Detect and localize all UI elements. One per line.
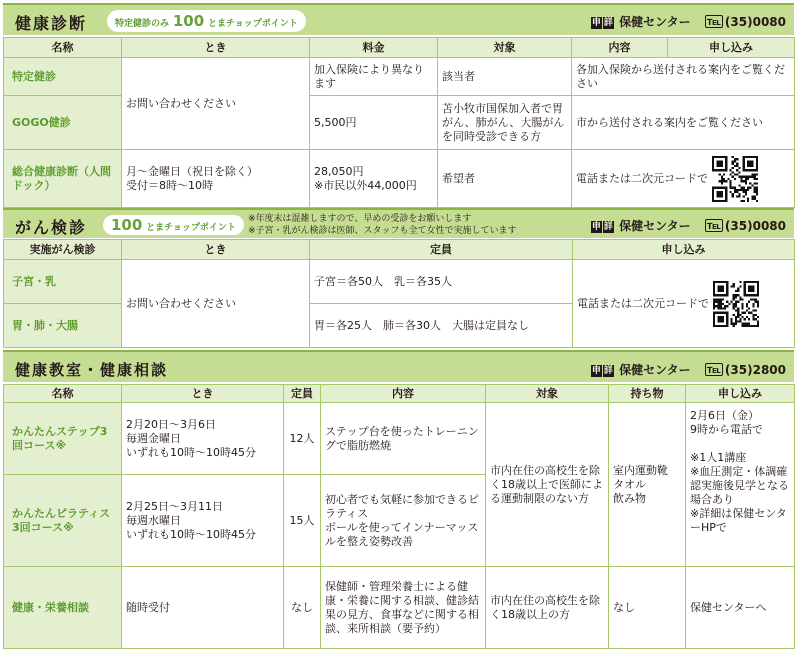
col-header-target: 対象: [486, 385, 609, 403]
row-name: GOGO健診: [4, 96, 122, 150]
section-header: [3, 3, 794, 35]
phone-icon: ℡: [706, 363, 721, 376]
col-header-apply: 申し込み: [573, 240, 795, 260]
apply-cell: 電話または二次元コードで: [573, 260, 795, 348]
fee-cell: 加入保険により異なります: [310, 58, 438, 96]
capacity-cell: 15人: [284, 475, 321, 567]
point-badge: 100 とまチョップポイント: [103, 215, 244, 235]
contact-info: 申 詳 保健センター ℡ (35)0080: [591, 15, 786, 29]
section-cancer-screening: [3, 208, 794, 346]
capacity-cell: なし: [284, 567, 321, 649]
table-row: [4, 403, 795, 475]
time-cell: 2月20日～3月6日 毎週金曜日 いずれも10時～10時45分: [122, 403, 284, 475]
notes: ※年度末は混雑しますので、早めの受診をお願いします ※子宮・乳がん検診は医師、スタッフも全て女性で実施しています: [248, 214, 517, 236]
col-header-items: 持ち物: [609, 385, 686, 403]
row-name: 健康・栄養相談: [4, 567, 122, 649]
detail-mark-icon: 詳: [603, 366, 613, 376]
target-cell: 苫小牧市国保加入者で胃がん、肺がん、大腸がんを同時受診できる方: [438, 96, 572, 150]
detail-mark-icon: 詳: [603, 18, 613, 28]
apply-mark-icon: 申: [591, 366, 601, 376]
capacity-cell: 胃＝各25人 肺＝各30人 大腸は定員なし: [310, 304, 573, 348]
target-cell: 希望者: [438, 150, 572, 208]
health-checkup-table: [3, 37, 795, 208]
contact-info: 申 詳 保健センター ℡ (35)2800: [591, 363, 786, 377]
col-header-content: 内容: [321, 385, 486, 403]
apply-cell: 保健センターへ: [686, 567, 795, 649]
section-title: 健康診断: [15, 14, 88, 33]
capacity-cell: 12人: [284, 403, 321, 475]
phone-number: (35)0080: [724, 15, 786, 29]
detail-mark-icon: 詳: [603, 222, 613, 232]
col-header-capacity: 定員: [310, 240, 573, 260]
health-class-table: [3, 384, 795, 649]
phone-icon: ℡: [706, 15, 721, 28]
target-cell: 市内在住の高校生を除く18歳以上の方: [486, 567, 609, 649]
section-title: 健康教室・健康相談: [15, 361, 169, 379]
col-header-name: 名称: [4, 385, 122, 403]
row-name: 総合健康診断（人間ドック）: [4, 150, 122, 208]
time-cell: 月～金曜日（祝日を除く） 受付＝8時～10時: [122, 150, 310, 208]
section-header: [3, 350, 794, 382]
point-badge: 特定健診のみ 100 とまチョップポイント: [107, 10, 306, 32]
apply-cell: 電話または二次元コードで: [572, 150, 795, 208]
col-header-fee: 料金: [310, 38, 438, 58]
detail-cell: 市から送付される案内をご覧ください: [572, 96, 795, 150]
phone-number: (35)2800: [724, 363, 786, 377]
section-title: がん検診: [15, 218, 88, 237]
time-cell: 2月25日～3月11日 毎週水曜日 いずれも10時～10時45分: [122, 475, 284, 567]
qr-code-icon[interactable]: [713, 281, 759, 327]
items-cell: なし: [609, 567, 686, 649]
cancer-screening-table: [3, 239, 795, 348]
shared-time-cell: お問い合わせください: [122, 260, 310, 348]
table-row: [4, 58, 795, 96]
shared-time-cell: お問い合わせください: [122, 58, 310, 150]
apply-mark-icon: 申: [591, 222, 601, 232]
col-header-name: 名称: [4, 38, 122, 58]
shared-apply-cell: 2月6日（金） 9時から電話で ※1人1講座 ※血圧測定・体調確認実施後見学となる場合あり ※詳細は保健センターHPで: [686, 403, 795, 567]
content-cell: 保健師・管理栄養士による健康・栄養に関する相談、健診結果の見方、食事などに関する相談、来所相談（要予約）: [321, 567, 486, 649]
row-name: かんたんピラティス3回コース※: [4, 475, 122, 567]
content-cell: 初心者でも気軽に参加できるピラティス ボールを使ってインナーマッスルを整え姿勢改善: [321, 475, 486, 567]
row-name: かんたんステップ3回コース※: [4, 403, 122, 475]
table-row: [4, 260, 795, 304]
capacity-cell: 子宮＝各50人 乳＝各35人: [310, 260, 573, 304]
shared-target-cell: 市内在住の高校生を除く18歳以上で医師による運動制限のない方: [486, 403, 609, 567]
phone-number: (35)0080: [724, 219, 786, 233]
col-header-content: 内容: [572, 38, 668, 58]
row-name: 特定健診: [4, 58, 122, 96]
target-cell: 該当者: [438, 58, 572, 96]
content-cell: ステップ台を使ったトレーニングで脂肪燃焼: [321, 403, 486, 475]
col-header-type: 実施がん検診: [4, 240, 122, 260]
col-header-time: とき: [122, 385, 284, 403]
section-health-class: [3, 350, 794, 650]
table-row: [4, 150, 795, 208]
contact-info: 申 詳 保健センター ℡ (35)0080: [591, 219, 786, 233]
apply-mark-icon: 申: [591, 18, 601, 28]
section-header: [3, 208, 794, 238]
row-name: 胃・肺・大腸: [4, 304, 122, 348]
section-health-checkup: [3, 3, 794, 209]
fee-cell: 28,050円 ※市民以外44,000円: [310, 150, 438, 208]
col-header-target: 対象: [438, 38, 572, 58]
table-row: [4, 567, 795, 649]
row-name: 子宮・乳: [4, 260, 122, 304]
col-header-apply: 申し込み: [668, 38, 795, 58]
shared-items-cell: 室内運動靴 タオル 飲み物: [609, 403, 686, 567]
col-header-time: とき: [122, 240, 310, 260]
fee-cell: 5,500円: [310, 96, 438, 150]
col-header-apply: 申し込み: [686, 385, 795, 403]
qr-code-icon[interactable]: [712, 156, 758, 202]
detail-cell: 各加入保険から送付される案内をご覧ください: [572, 58, 795, 96]
col-header-time: とき: [122, 38, 310, 58]
col-header-capacity: 定員: [284, 385, 321, 403]
phone-icon: ℡: [706, 219, 721, 232]
time-cell: 随時受付: [122, 567, 284, 649]
